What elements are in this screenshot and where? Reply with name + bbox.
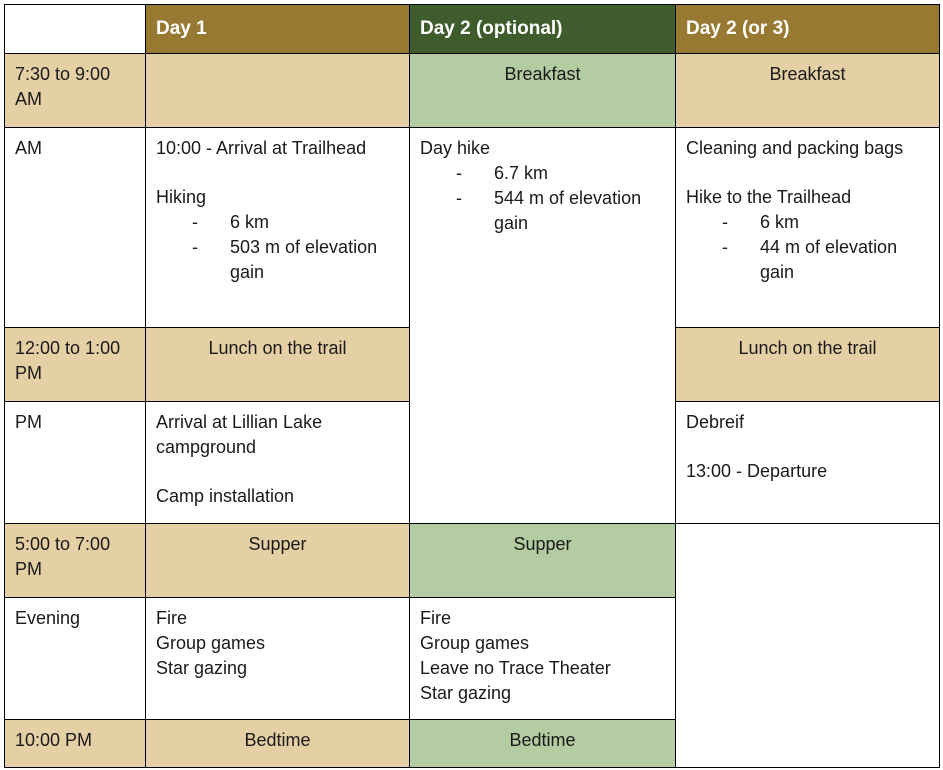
day1-breakfast-cell xyxy=(146,54,410,128)
day3-debrief-text: Debreif xyxy=(686,412,745,432)
list-item: Star gazing xyxy=(156,658,248,678)
header-corner-cell xyxy=(5,5,146,54)
schedule-table xyxy=(4,4,940,768)
time-lunch: 12:00 to 1:00 PM xyxy=(5,328,146,402)
day3-breakfast-cell: Breakfast xyxy=(676,54,940,128)
header-row xyxy=(5,5,940,54)
dash-marker: - xyxy=(456,188,462,208)
list-item: - 6 km xyxy=(722,210,929,235)
am-row xyxy=(5,128,940,328)
time-evening: Evening xyxy=(5,598,146,720)
day2-breakfast-cell: Breakfast xyxy=(410,54,676,128)
day1-campground-text: Arrival at Lillian Lake campground xyxy=(156,412,323,457)
day2-supper-cell: Supper xyxy=(410,524,676,598)
breakfast-row xyxy=(5,54,940,128)
list-item: Group games xyxy=(420,633,530,653)
day3-empty-cell xyxy=(676,524,940,768)
day1-am-cell xyxy=(146,128,410,328)
day1-bedtime-cell: Bedtime xyxy=(146,720,410,768)
list-item: - 6.7 km xyxy=(456,161,665,186)
day1-install-text: Camp installation xyxy=(156,486,295,506)
day2-bedtime-cell: Bedtime xyxy=(410,720,676,768)
header-day2: Day 2 (optional) xyxy=(410,5,676,54)
day1-lunch-cell: Lunch on the trail xyxy=(146,328,410,402)
day2-hike-list xyxy=(420,161,665,236)
list-item: Group games xyxy=(156,633,266,653)
day3-lunch-cell: Lunch on the trail xyxy=(676,328,940,402)
dash-marker: - xyxy=(192,237,198,257)
time-bedtime: 10:00 PM xyxy=(5,720,146,768)
list-item: - 6 km xyxy=(192,210,399,235)
list-item: Star gazing xyxy=(420,683,512,703)
list-item: Fire xyxy=(420,608,451,628)
list-item: - 544 m of elevation gain xyxy=(456,188,642,233)
day1-supper-cell: Supper xyxy=(146,524,410,598)
dash-marker: - xyxy=(192,212,198,232)
list-item: Leave no Trace Theater xyxy=(420,658,611,678)
time-supper: 5:00 to 7:00 PM xyxy=(5,524,146,598)
day3-hike-heading: Hike to the Trailhead xyxy=(686,187,852,207)
day1-pm-cell xyxy=(146,402,410,524)
day3-hike-list xyxy=(686,210,929,285)
dash-marker: - xyxy=(722,237,728,257)
day2-dayhike-cell xyxy=(410,128,676,524)
supper-row xyxy=(5,524,940,598)
time-pm: PM xyxy=(5,402,146,524)
dash-marker: - xyxy=(722,212,728,232)
time-am: AM xyxy=(5,128,146,328)
day3-departure-text: 13:00 - Departure xyxy=(686,461,828,481)
day1-arrival-text: 10:00 - Arrival at Trailhead xyxy=(156,138,367,158)
list-item: Fire xyxy=(156,608,187,628)
header-day3: Day 2 (or 3) xyxy=(676,5,940,54)
day1-hiking-heading: Hiking xyxy=(156,187,207,207)
day3-cleaning-text: Cleaning and packing bags xyxy=(686,138,904,158)
list-item: - 44 m of elevation gain xyxy=(722,237,898,282)
day1-hike-list xyxy=(156,210,399,285)
time-breakfast: 7:30 to 9:00 AM xyxy=(5,54,146,128)
day2-evening-cell xyxy=(410,598,676,720)
day1-evening-cell xyxy=(146,598,410,720)
day3-am-cell xyxy=(676,128,940,328)
day3-pm-cell xyxy=(676,402,940,524)
list-item: - 503 m of elevation gain xyxy=(192,237,378,282)
dash-marker: - xyxy=(456,163,462,183)
day2-dayhike-heading: Day hike xyxy=(420,138,491,158)
header-day1: Day 1 xyxy=(146,5,410,54)
